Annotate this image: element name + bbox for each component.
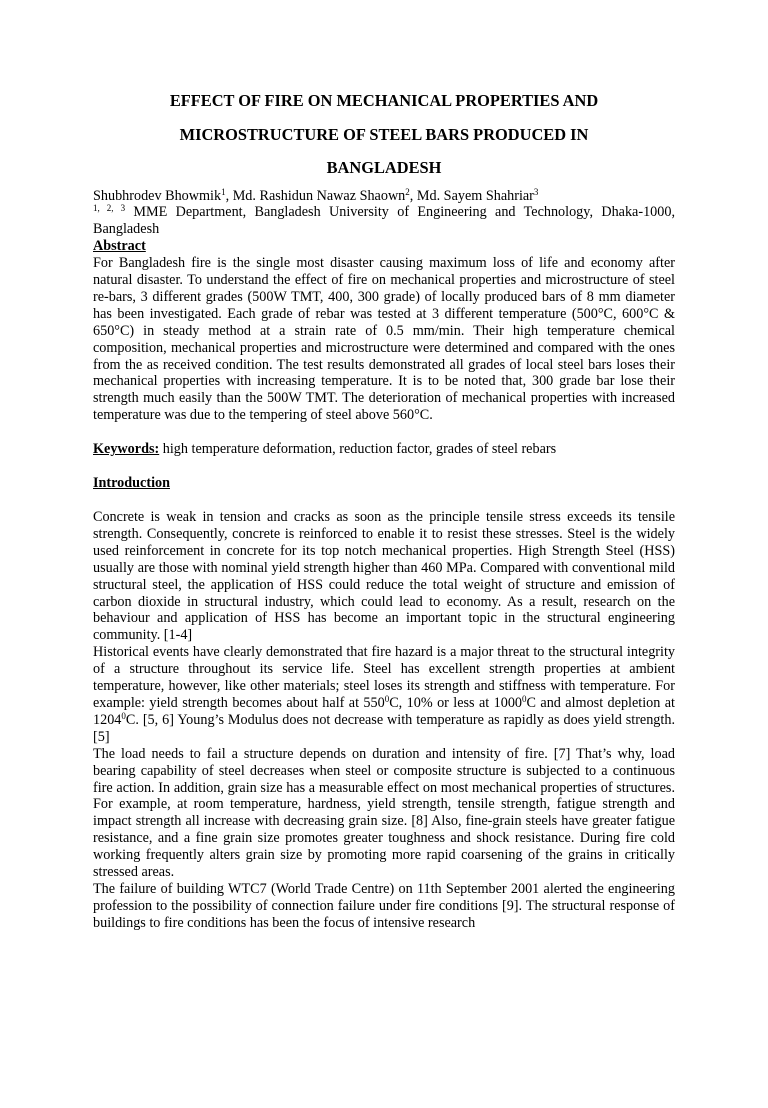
paragraph-text: C. [5, 6] Young’s Modulus does not decrease with temperature as rapidly as does yield strength. [5] [93, 711, 675, 745]
title-line-3: BANGLADESH [326, 158, 442, 177]
author-separator: , [409, 187, 417, 204]
degree-mark: 0 [121, 710, 126, 721]
paragraph-text: Historical events have clearly demonstrated that fire hazard is a major threat to the structural integrity of a structure throughout its service life. Steel has excellent strength properties at ambient temperature, however, like other materials; steel loses its strength and stiffness with temperature. For example: yield strength becomes about half at 550 [93, 644, 675, 711]
author-3: Md. Sayem Shahriar [416, 187, 534, 204]
affiliation-text: MME Department, Bangladesh University of Engineering and Technology, Dhaka-1000, Bangladesh [93, 204, 675, 238]
introduction-paragraph-2 [93, 644, 675, 745]
author-1-affiliation-mark: 1 [221, 186, 226, 197]
keywords-line [93, 441, 675, 458]
spacer [93, 458, 675, 475]
paper-title [93, 84, 675, 185]
introduction-paragraph-1: Concrete is weak in tension and cracks as soon as the principle tensile stress exceeds its tensile strength. Consequently, concrete is reinforced to enable it to resist these stresses. Steel is the widely used reinforcement in concrete for its top notch mechanical properties. High Strength Steel (HSS) usually are those with nominal yield strength higher than 460 MPa. Compared with conventional mild structural steel, the application of HSS could reduce the total weight of structure and emission of carbon dioxide in structural industry, which could lead to economy. As a result, research on the behaviour and application of HSS has become an important topic in the structural engineering community. [1-4] [93, 509, 675, 644]
degree-mark: 0 [522, 693, 527, 704]
affiliation [93, 204, 675, 238]
title-line-2: MICROSTRUCTURE OF STEEL BARS PRODUCED IN [179, 124, 589, 144]
introduction-heading: Introduction [93, 475, 170, 492]
author-list [93, 188, 675, 205]
author-2: Md. Rashidun Nawaz Shaown [232, 187, 406, 204]
degree-mark: 0 [384, 693, 390, 704]
spacer [93, 492, 675, 509]
author-1: Shubhrodev Bhowmik [93, 187, 222, 204]
author-3-affiliation-mark: 3 [533, 186, 539, 197]
spacer [93, 424, 675, 441]
keywords-label: Keywords: [93, 441, 160, 458]
affiliation-marks: 1, 2, 3 [93, 203, 126, 214]
author-2-affiliation-mark: 2 [405, 186, 410, 197]
paragraph-text: C, 10% or less at 1000 [389, 694, 523, 711]
introduction-paragraph-3: The load needs to fail a structure depends on duration and intensity of fire. [7] That’s why, load bearing capability of steel decreases when steel or composite structure is subjected to a continuous fire action. In addition, grain size has a measurable effect on most mechanical properties of structures. For example, at room temperature, hardness, yield strength, tensile strength, fatigue strength and impact strength all increase with decreasing grain size. [8] Also, fine-grain steels have greater fatigue resistance, and a fine grain size promotes greater toughness and shock resistance. During fire cold working frequently alters grain size by promoting more rapid coarsening of the grains in critically stressed areas. [93, 745, 675, 881]
abstract-body: For Bangladesh fire is the single most disaster causing maximum loss of life and economy after natural disaster. To understand the effect of fire on mechanical properties and microstructure of steel re-bars, 3 different grades (500W TMT, 400, 300 grade) of locally produced bars of 8 mm diameter has been investigated. Each grade of rebar was tested at 3 different temperature (500°C, 600°C & 650°C) in steady method at a strain rate of 0.5 mm/min. Their high temperature chemical composition, mechanical properties and microstructure were determined and compared with the ones from the as received condition. The test results demonstrated all grades of local steel bars loses their mechanical properties with increasing temperature. It is to be noted that, 300 grade bar lose their strength much easily than the 500W TMT. The deterioration of mechanical properties with increased temperature was due to the tempering of steel above 560°C. [93, 255, 675, 424]
abstract-heading: Abstract [93, 238, 146, 255]
paragraph-text: C and almost depletion at 1204 [93, 694, 676, 728]
paper-page [0, 84, 768, 1108]
title-line-1: EFFECT OF FIRE ON MECHANICAL PROPERTIES AND [169, 91, 599, 110]
introduction-paragraph-4: The failure of building WTC7 (World Trade Centre) on 11th September 2001 alerted the engineering profession to the possibility of connection failure under fire conditions [9]. The structural response of buildings to fire conditions has been the focus of intensive research [93, 880, 675, 931]
keywords-text: high temperature deformation, reduction factor, grades of steel rebars [159, 441, 557, 458]
author-separator: , [225, 187, 233, 204]
